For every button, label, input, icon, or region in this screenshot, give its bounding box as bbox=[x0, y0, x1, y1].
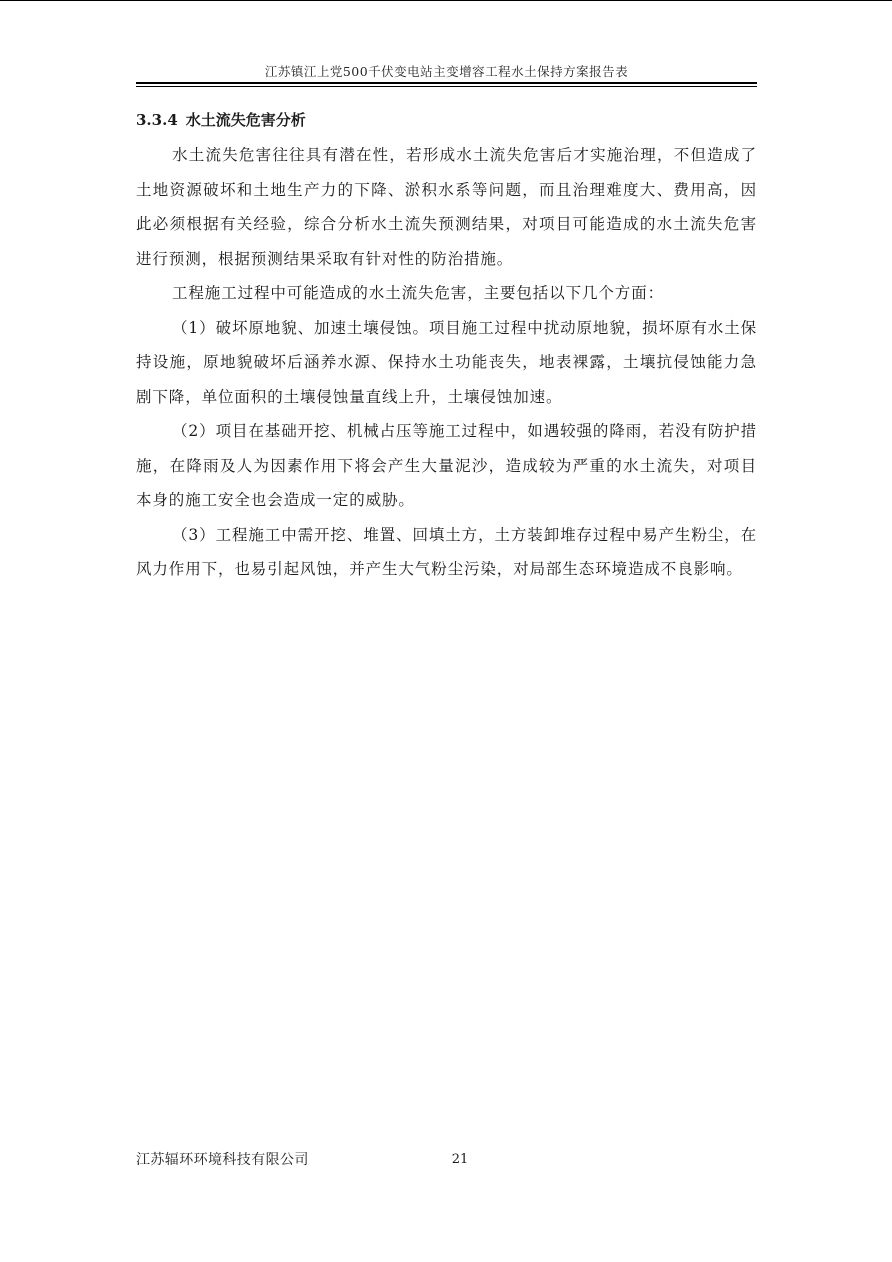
page-top-border bbox=[0, 0, 892, 1]
paragraph-item-1: （1）破坏原地貌、加速土壤侵蚀。项目施工过程中扰动原地貌，损坏原有水土保持设施，原地貌破坏后涵养水源、保持水土功能丧失，地表裸露，土壤抗侵蚀能力急剧下降，单位面积的土壤侵蚀量直线上升，土壤侵蚀加速。 bbox=[136, 318, 757, 406]
footer-company: 江苏辐环环境科技有限公司 bbox=[136, 1152, 309, 1168]
paragraph-intro: 水土流失危害往往具有潜在性，若形成水土流失危害后才实施治理，不但造成了土地资源破坏和土地生产力的下降、淤积水系等问题，而且治理难度大、费用高，因此必须根据有关经验，综合分析水土流失预测结果，对项目可能造成的水土流失危害进行预测，根据预测结果采取有针对性的防治措施。 bbox=[136, 146, 757, 268]
page-body bbox=[136, 106, 757, 587]
paragraph-item-3: （3）工程施工中需开挖、堆置、回填土方，土方装卸堆存过程中易产生粉尘，在风力作用下，也易引起风蚀，并产生大气粉尘污染，对局部生态环境造成不良影响。 bbox=[136, 525, 757, 578]
header-rule-thick bbox=[136, 82, 757, 84]
running-header: 江苏镇江上党500千伏变电站主变增容工程水土保持方案报告表 bbox=[264, 64, 629, 79]
paragraph-overview: 工程施工过程中可能造成的水土流失危害，主要包括以下几个方面： bbox=[172, 284, 665, 302]
section-number: 3.3.4 bbox=[136, 111, 178, 129]
page-number: 21 bbox=[451, 1152, 469, 1167]
section-title: 水土流失危害分析 bbox=[185, 111, 306, 129]
paragraph-item-2: （2）项目在基础开挖、机械占压等施工过程中，如遇较强的降雨，若没有防护措施，在降雨及人为因素作用下将会产生大量泥沙，造成较为严重的水土流失，对项目本身的施工安全也会造成一定的威胁。 bbox=[136, 422, 757, 509]
header-rule-thin bbox=[136, 86, 757, 87]
section-heading bbox=[136, 106, 757, 134]
